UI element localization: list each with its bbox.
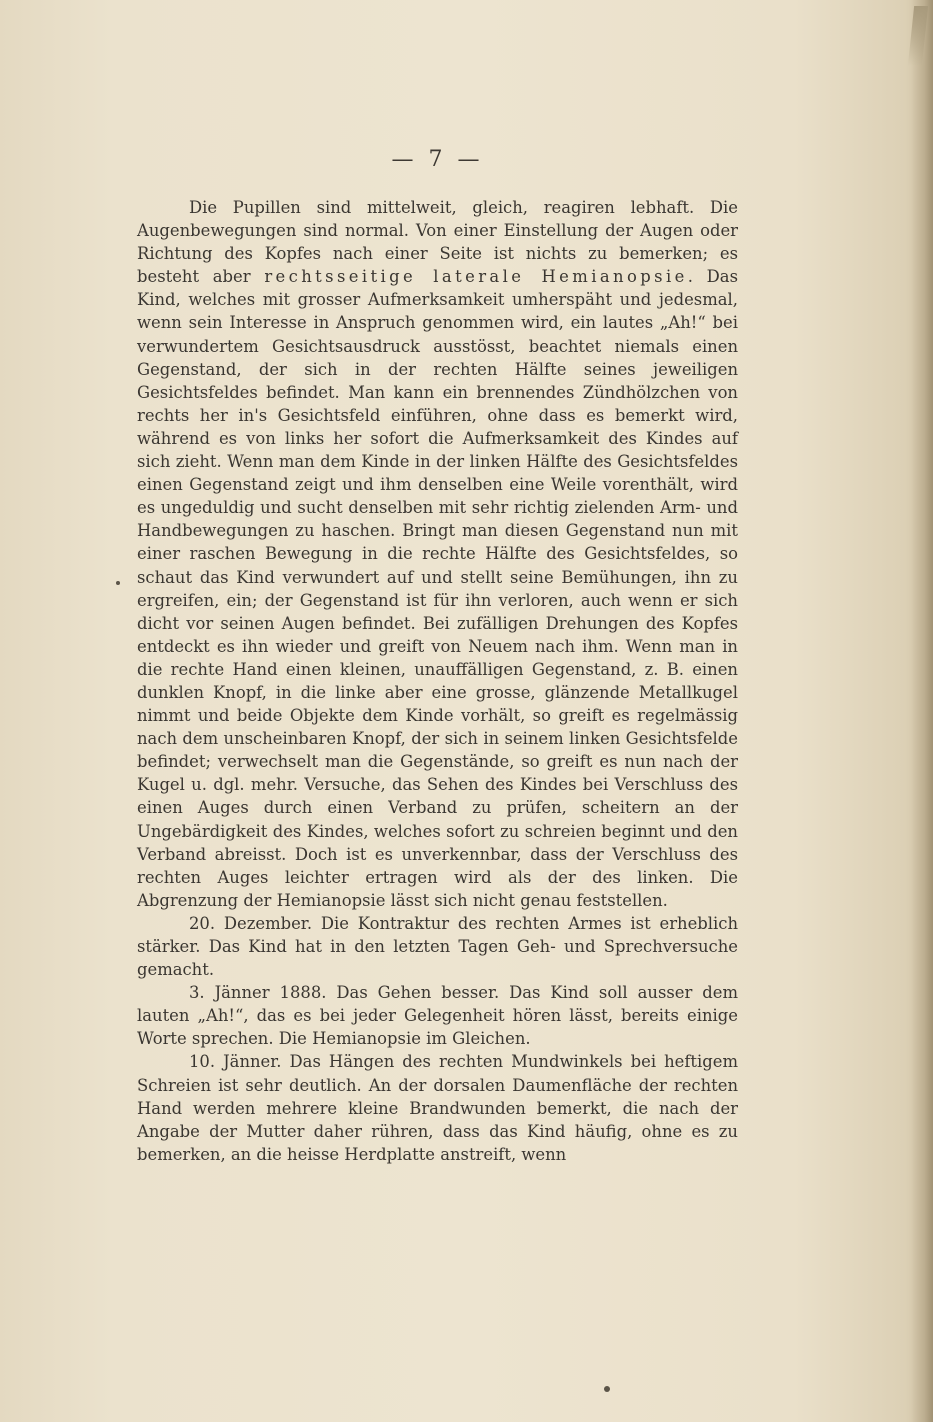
emphasized-diagnosis: rechtsseitige laterale Hemianopsie — [264, 267, 688, 287]
page-number: — 7 — — [391, 147, 484, 172]
paragraph-1-text-start: Die Pupillen sind mittelweit, gleich, reagiren lebhaft. Die Augenbewegungen sind normal. Von einer Einstellung der Augen oder Richtung des Kopfes nach einer Seite ist nichts zu bemerken; es besteht aber — [137, 198, 738, 287]
ink-dot — [604, 1386, 610, 1392]
page-edge-shadow — [911, 0, 933, 1422]
paragraph-entry-10-january: 10. Jänner. Das Hängen des rechten Mundwinkels bei heftigem Schreien ist sehr deutlich. An der dorsalen Daumenfläche der rechten Hand werden mehrere kleine Brandwunden bemerkt, die nach der Angabe der Mutter daher rühren, dass das Kind häufig, ohne es zu bemerken, an die heisse Herdplatte anstreift, wenn — [137, 1052, 738, 1164]
paragraph-1-text-end: . Das Kind, welches mit grosser Aufmerksamkeit umherspäht und jedesmal, wenn sein Interesse in Anspruch genommen wird, ein lautes „Ah!“ bei verwundertem Gesichtsausdruck ausstösst, beachtet niemals einen Gegenstand, der sich in der rechten Hälfte seines jeweiligen Gesichtsfeldes befindet. Man kann ein brennendes Zündhölzchen von rechts her in's Gesichtsfeld einführen, ohne dass es bemerkt wird, während es von links her sofort die Aufmerksamkeit des Kindes auf sich zieht. Wenn man dem Kinde in der linken Hälfte des Gesichtsfeldes einen Gegenstand zeigt und ihm denselben eine Weile vorenthält, wird es ungeduldig und sucht denselben mit sehr richtig zielenden Arm- und Handbewegungen zu haschen. Bringt man diesen Gegenstand nun mit einer raschen Bewegung in die rechte Hälfte des Gesichtsfeldes, so schaut das Kind verwundert auf und stellt seine Bemühungen, ihn zu ergreifen, ein; der Gegenstand ist für ihn verloren, auch wenn er sich dicht vor seinen Augen befindet. Bei zufälligen Drehungen des Kopfes entdeckt es ihn wieder und greift von Neuem nach ihm. Wenn man in die rechte Hand einen kleinen, unauffälligen Gegenstand, z. B. einen dunklen Knopf, in die linke aber eine grosse, glänzende Metallkugel nimmt und beide Objekte dem Kinde vorhält, so greift es regelmässig nach dem unscheinbaren Knopf, der sich in seinem linken Gesichtsfelde befindet; verwechselt man die Gegenstände, so greift es nun nach der Kugel u. dgl. mehr. Versuche, das Sehen des Kindes bei Verschluss des einen Auges durch einen Verband zu prüfen, scheitern an der Ungebärdigkeit des Kindes, welches sofort zu schreien beginnt und den Verband abreisst. Doch ist es unverkennbar, dass der Verschluss des rechten Auges leichter ertragen wird als der des linken. Die Abgrenzung der Hemianopsie lässt sich nicht genau feststellen. — [137, 267, 738, 910]
margin-speck — [116, 581, 120, 585]
body-text — [137, 196, 738, 1166]
paragraph-observation — [137, 196, 738, 912]
paragraph-entry-3-january: 3. Jänner 1888. Das Gehen besser. Das Kind soll ausser dem lauten „Ah!“, das es bei jeder Gelegenheit hören lässt, bereits einige Worte sprechen. Die Hemianopsie im Gleichen. — [137, 983, 738, 1049]
paragraph-entry-20-december: 20. Dezember. Die Kontraktur des rechten Armes ist erheblich stärker. Das Kind hat in den letzten Tagen Geh- und Sprechversuche gemacht. — [137, 913, 738, 980]
